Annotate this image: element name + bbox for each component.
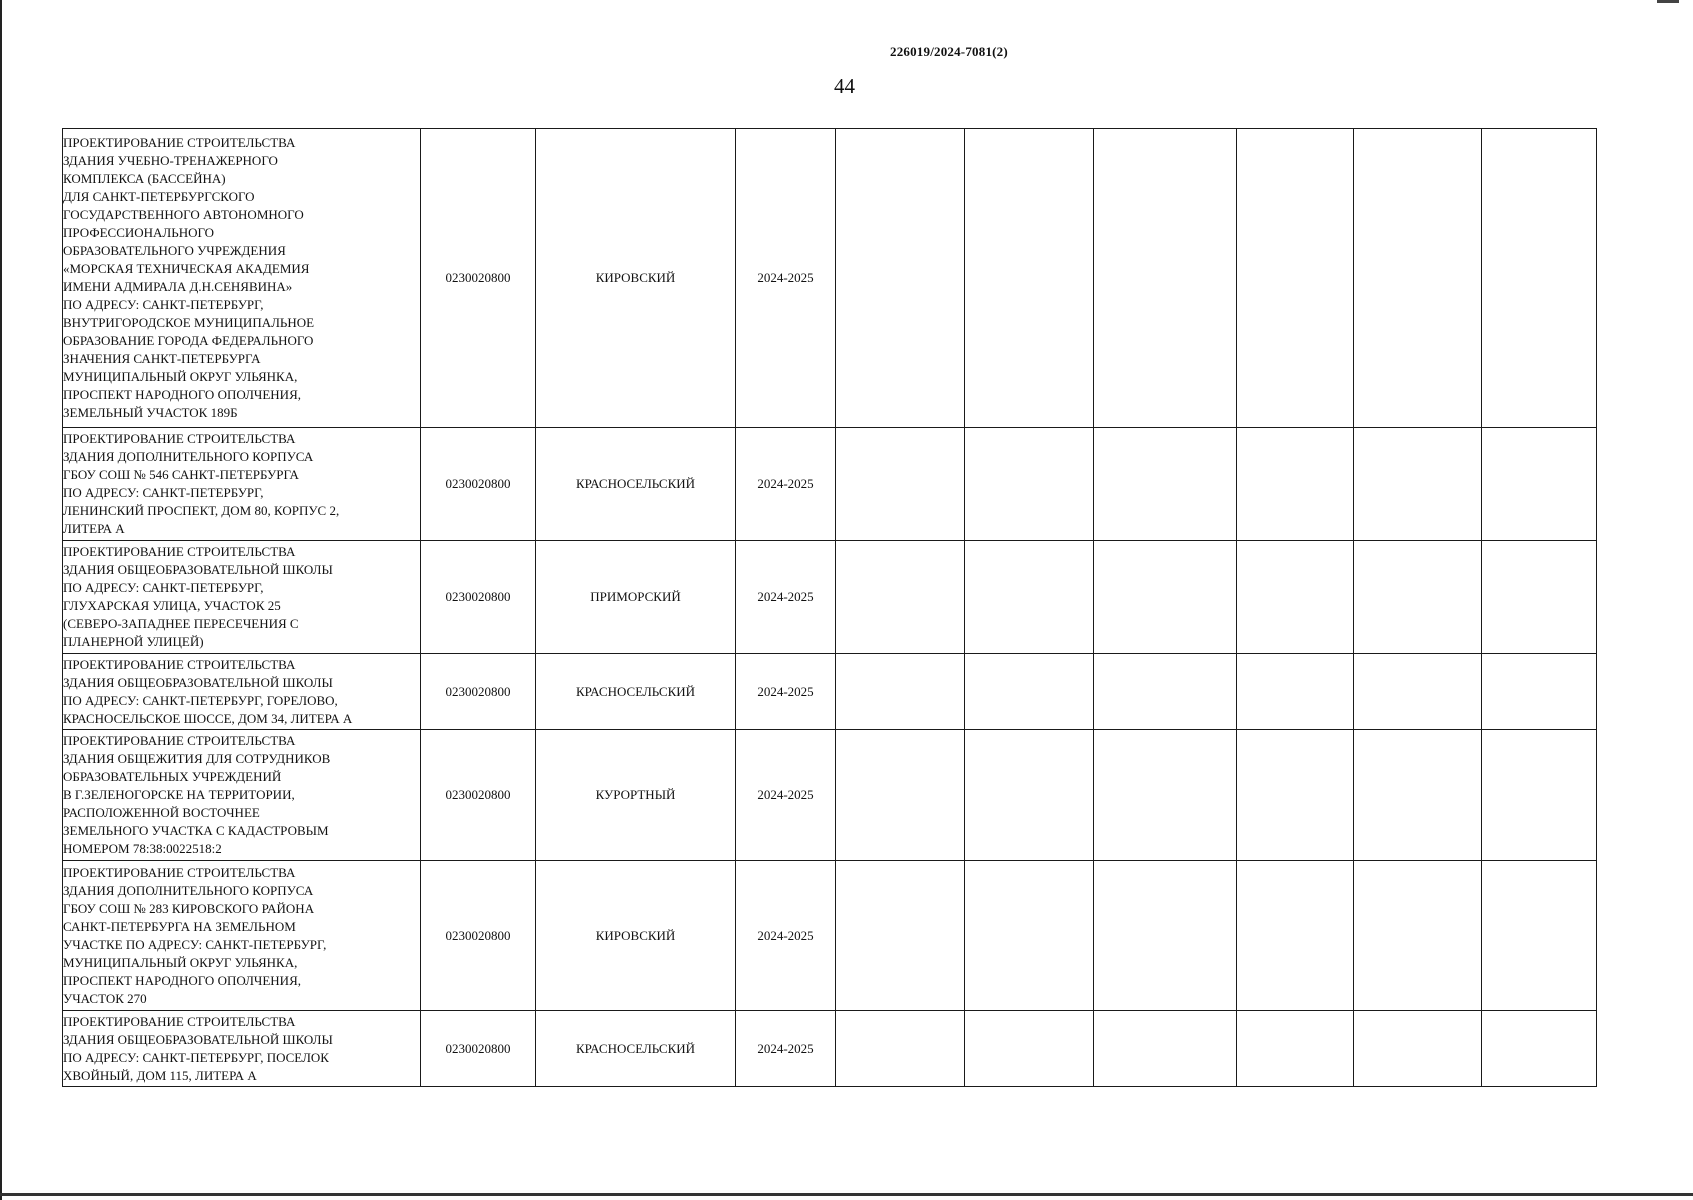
empty-cell	[1482, 1011, 1597, 1087]
empty-cell	[1237, 861, 1354, 1011]
budget-code: 0230020800	[421, 1011, 536, 1087]
empty-cell	[965, 1011, 1094, 1087]
district: КРАСНОСЕЛЬСКИЙ	[536, 1011, 736, 1087]
empty-cell	[1237, 428, 1354, 541]
budget-code: 0230020800	[421, 129, 536, 428]
empty-cell	[1237, 1011, 1354, 1087]
period: 2024-2025	[736, 428, 836, 541]
empty-cell	[1094, 730, 1237, 861]
period: 2024-2025	[736, 730, 836, 861]
empty-cell	[1354, 861, 1482, 1011]
table-row	[63, 129, 1597, 428]
empty-cell	[1354, 428, 1482, 541]
empty-cell	[965, 541, 1094, 654]
empty-cell	[1094, 654, 1237, 730]
table-row	[63, 1011, 1597, 1087]
budget-code: 0230020800	[421, 861, 536, 1011]
project-description: ПРОЕКТИРОВАНИЕ СТРОИТЕЛЬСТВА ЗДАНИЯ ОБЩЕЖИТИЯ ДЛЯ СОТРУДНИКОВ ОБРАЗОВАТЕЛЬНЫХ УЧРЕЖДЕНИЙ В Г.ЗЕЛЕНОГОРСКЕ НА ТЕРРИТОРИИ, РАСПОЛОЖЕННОЙ ВОСТОЧНЕЕ ЗЕМЕЛЬНОГО УЧАСТКА С КАДАСТРОВЫМ НОМЕРОМ 78:38:0022518:2	[63, 730, 421, 861]
district: КУРОРТНЫЙ	[536, 730, 736, 861]
district: ПРИМОРСКИЙ	[536, 541, 736, 654]
empty-cell	[1094, 428, 1237, 541]
district: КРАСНОСЕЛЬСКИЙ	[536, 428, 736, 541]
empty-cell	[1482, 730, 1597, 861]
project-description: ПРОЕКТИРОВАНИЕ СТРОИТЕЛЬСТВА ЗДАНИЯ ДОПОЛНИТЕЛЬНОГО КОРПУСА ГБОУ СОШ № 546 САНКТ-ПЕТЕРБУРГА ПО АДРЕСУ: САНКТ-ПЕТЕРБУРГ, ЛЕНИНСКИЙ ПРОСПЕКТ, ДОМ 80, КОРПУС 2, ЛИТЕРА А	[63, 428, 421, 541]
project-description: ПРОЕКТИРОВАНИЕ СТРОИТЕЛЬСТВА ЗДАНИЯ УЧЕБНО-ТРЕНАЖЕРНОГО КОМПЛЕКСА (БАССЕЙНА) ДЛЯ САНКТ-ПЕТЕРБУРГСКОГО ГОСУДАРСТВЕННОГО АВТОНОМНОГО ПРОФЕССИОНАЛЬНОГО ОБРАЗОВАТЕЛЬНОГО УЧРЕЖДЕНИЯ «МОРСКАЯ ТЕХНИЧЕСКАЯ АКАДЕМИЯ ИМЕНИ АДМИРАЛА Д.Н.СЕНЯВИНА» ПО АДРЕСУ: САНКТ-ПЕТЕРБУРГ, ВНУТРИГОРОДСКОЕ МУНИЦИПАЛЬНОЕ ОБРАЗОВАНИЕ ГОРОДА ФЕДЕРАЛЬНОГО ЗНАЧЕНИЯ САНКТ-ПЕТЕРБУРГА МУНИЦИПАЛЬНЫЙ ОКРУГ УЛЬЯНКА, ПРОСПЕКТ НАРОДНОГО ОПОЛЧЕНИЯ, ЗЕМЕЛЬНЫЙ УЧАСТОК 189Б	[63, 129, 421, 428]
empty-cell	[1094, 861, 1237, 1011]
empty-cell	[965, 129, 1094, 428]
empty-cell	[1354, 541, 1482, 654]
empty-cell	[1482, 861, 1597, 1011]
empty-cell	[1354, 730, 1482, 861]
scan-left-edge	[0, 0, 2, 1200]
district: КИРОВСКИЙ	[536, 861, 736, 1011]
table-row	[63, 730, 1597, 861]
period: 2024-2025	[736, 1011, 836, 1087]
district: КИРОВСКИЙ	[536, 129, 736, 428]
budget-code: 0230020800	[421, 654, 536, 730]
period: 2024-2025	[736, 541, 836, 654]
period: 2024-2025	[736, 861, 836, 1011]
budget-code: 0230020800	[421, 730, 536, 861]
empty-cell	[1094, 541, 1237, 654]
empty-cell	[1237, 654, 1354, 730]
empty-cell	[836, 654, 965, 730]
projects-table	[62, 128, 1597, 1087]
empty-cell	[1237, 129, 1354, 428]
empty-cell	[965, 428, 1094, 541]
table-row	[63, 428, 1597, 541]
empty-cell	[836, 861, 965, 1011]
empty-cell	[836, 428, 965, 541]
empty-cell	[836, 541, 965, 654]
scan-bottom-rule	[0, 1193, 1693, 1196]
empty-cell	[1094, 129, 1237, 428]
empty-cell	[1482, 541, 1597, 654]
empty-cell	[1094, 1011, 1237, 1087]
empty-cell	[1482, 654, 1597, 730]
table-row	[63, 541, 1597, 654]
project-description: ПРОЕКТИРОВАНИЕ СТРОИТЕЛЬСТВА ЗДАНИЯ ОБЩЕОБРАЗОВАТЕЛЬНОЙ ШКОЛЫ ПО АДРЕСУ: САНКТ-ПЕТЕРБУРГ, ГЛУХАРСКАЯ УЛИЦА, УЧАСТОК 25 (СЕВЕРО-ЗАПАДНЕЕ ПЕРЕСЕЧЕНИЯ С ПЛАНЕРНОЙ УЛИЦЕЙ)	[63, 541, 421, 654]
empty-cell	[1482, 129, 1597, 428]
empty-cell	[965, 861, 1094, 1011]
table-row	[63, 861, 1597, 1011]
period: 2024-2025	[736, 654, 836, 730]
budget-code: 0230020800	[421, 428, 536, 541]
budget-code: 0230020800	[421, 541, 536, 654]
district: КРАСНОСЕЛЬСКИЙ	[536, 654, 736, 730]
empty-cell	[1354, 654, 1482, 730]
period: 2024-2025	[736, 129, 836, 428]
scan-corner-mark	[1657, 0, 1679, 3]
empty-cell	[836, 129, 965, 428]
empty-cell	[1354, 1011, 1482, 1087]
empty-cell	[836, 730, 965, 861]
document-number: 226019/2024-7081(2)	[890, 44, 1008, 59]
empty-cell	[1237, 541, 1354, 654]
empty-cell	[836, 1011, 965, 1087]
table-row	[63, 654, 1597, 730]
project-description: ПРОЕКТИРОВАНИЕ СТРОИТЕЛЬСТВА ЗДАНИЯ ОБЩЕОБРАЗОВАТЕЛЬНОЙ ШКОЛЫ ПО АДРЕСУ: САНКТ-ПЕТЕРБУРГ, ГОРЕЛОВО, КРАСНОСЕЛЬСКОЕ ШОССЕ, ДОМ 34, ЛИТЕРА А	[63, 654, 421, 730]
empty-cell	[1237, 730, 1354, 861]
page-number: 44	[834, 74, 855, 98]
empty-cell	[965, 730, 1094, 861]
empty-cell	[1354, 129, 1482, 428]
empty-cell	[1482, 428, 1597, 541]
project-description: ПРОЕКТИРОВАНИЕ СТРОИТЕЛЬСТВА ЗДАНИЯ ОБЩЕОБРАЗОВАТЕЛЬНОЙ ШКОЛЫ ПО АДРЕСУ: САНКТ-ПЕТЕРБУРГ, ПОСЕЛОК ХВОЙНЫЙ, ДОМ 115, ЛИТЕРА А	[63, 1011, 421, 1087]
project-description: ПРОЕКТИРОВАНИЕ СТРОИТЕЛЬСТВА ЗДАНИЯ ДОПОЛНИТЕЛЬНОГО КОРПУСА ГБОУ СОШ № 283 КИРОВСКОГО РАЙОНА САНКТ-ПЕТЕРБУРГА НА ЗЕМЕЛЬНОМ УЧАСТКЕ ПО АДРЕСУ: САНКТ-ПЕТЕРБУРГ, МУНИЦИПАЛЬНЫЙ ОКРУГ УЛЬЯНКА, ПРОСПЕКТ НАРОДНОГО ОПОЛЧЕНИЯ, УЧАСТОК 270	[63, 861, 421, 1011]
empty-cell	[965, 654, 1094, 730]
